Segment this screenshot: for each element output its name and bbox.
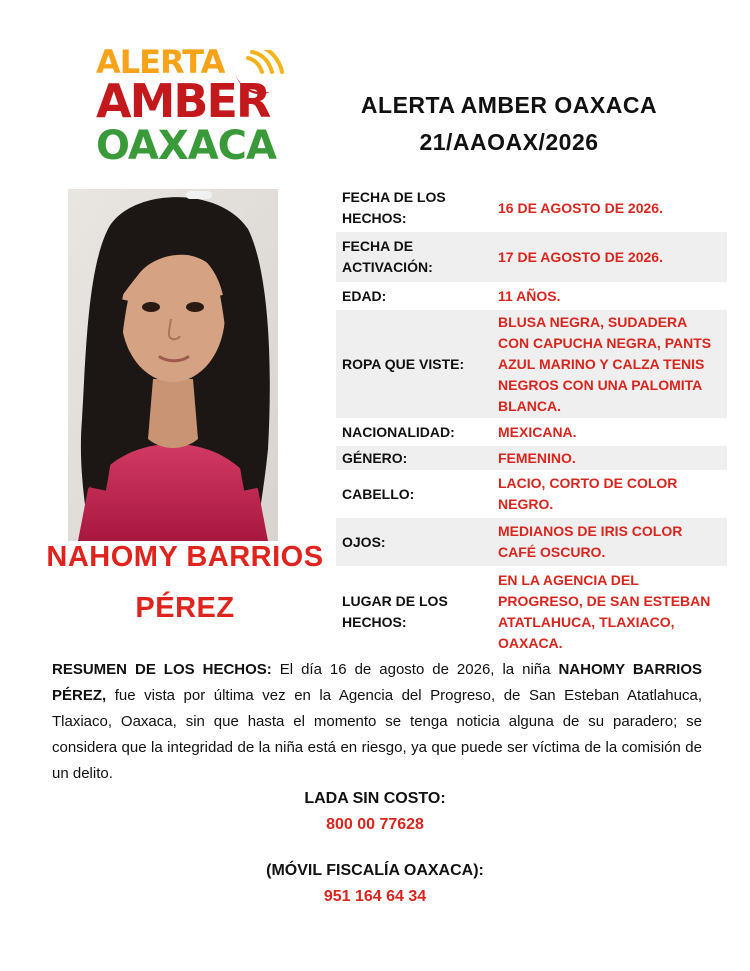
detail-value: MEXICANA. [498,423,577,440]
detail-row-lugar [336,568,727,656]
detail-value: MEDIANOS DE IRIS COLOR CAFÉ OSCURO. [498,523,683,560]
detail-row-fecha-hechos [336,186,727,230]
detail-key: FECHA DE ACTIVACIÓN: [342,238,433,275]
alert-header [330,92,688,156]
detail-value: 11 AÑOS. [498,287,561,304]
alerta-amber-logo [96,44,286,168]
logo-line-amber: AMBER [96,74,270,128]
portrait-illustration [68,189,278,541]
details-table [336,186,727,658]
crescent-waves-icon [226,50,286,110]
summary-paragraph [52,657,702,787]
detail-key: EDAD: [342,287,387,304]
toll-free-number: 800 00 77628 [326,816,424,833]
detail-key: FECHA DE LOS HECHOS: [342,189,446,226]
logo-line-oaxaca: OAXACA [96,123,276,169]
summary-text-part1: El día 16 de agosto de 2026, la niña [271,661,559,678]
detail-value: 17 DE AGOSTO DE 2026. [498,248,663,265]
detail-key: CABELLO: [342,485,415,502]
mobile-number: 951 164 64 34 [323,888,427,905]
detail-key: OJOS: [342,533,386,550]
detail-row-ojos [336,518,727,566]
logo-line-alerta: ALERTA [96,43,225,81]
summary-person-name: NAHOMY BARRIOS PÉREZ, [52,661,702,704]
detail-value: FEMENINO. [498,449,576,466]
person-name-line1: NAHOMY BARRIOS [46,541,324,573]
detail-value: BLUSA NEGRA, SUDADERA CON CAPUCHA NEGRA, PANTS AZUL MARINO Y CALZA TENIS NEGROS CON UNA PALOMITA BLANCA. [498,313,712,414]
alert-title: ALERTA AMBER OAXACA [360,92,658,118]
toll-free-label: LADA SIN COSTO: [304,790,446,807]
detail-row-edad [336,284,727,308]
detail-row-cabello [336,472,727,516]
person-name-line2: PÉREZ [135,592,235,624]
detail-value: LACIO, CORTO DE COLOR NEGRO. [498,475,678,512]
detail-row-ropa [336,310,727,418]
detail-row-genero [336,446,727,470]
detail-key: NACIONALIDAD: [342,423,455,440]
detail-key: LUGAR DE LOS HECHOS: [342,593,448,630]
summary-text-part2: fue vista por última vez en la Agencia del Progreso, de San Esteban Atatlahuca, Tlaxiaco, Oaxaca, sin que hasta el momento se tenga noticia alguna de su paradero; se considera que la integridad de la niña está en riesgo, ya que puede ser víctima de la comisión de un delito. [52,687,702,782]
detail-row-fecha-activacion [336,232,727,282]
detail-key: GÉNERO: [342,449,408,466]
detail-value: EN LA AGENCIA DEL PROGRESO, DE SAN ESTEBAN ATATLAHUCA, TLAXIACO, OAXACA. [498,572,711,651]
alert-code: 21/AAOAX/2026 [419,129,599,155]
missing-person-photo [68,189,278,541]
detail-value: 16 DE AGOSTO DE 2026. [498,199,663,216]
detail-row-nacionalidad [336,420,727,444]
mobile-label: (MÓVIL FISCALÍA OAXACA): [266,862,484,879]
summary-label: RESUMEN DE LOS HECHOS: [52,661,272,678]
detail-key: ROPA QUE VISTE: [342,355,465,372]
